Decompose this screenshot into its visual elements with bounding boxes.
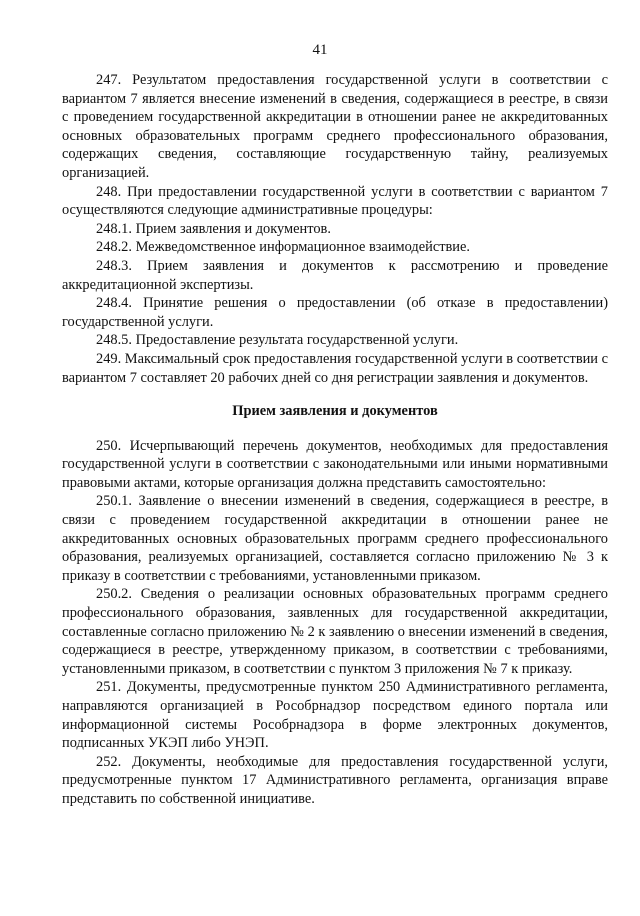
paragraph-248-1: 248.1. Прием заявления и документов. xyxy=(96,220,331,237)
paragraph-248-4: 248.4. Принятие решения о предоставлении (об отказе в предоставлении) государственной услуги. xyxy=(62,295,608,330)
section-heading: Прием заявления и документов xyxy=(232,403,438,420)
paragraph-252: 252. Документы, необходимые для предоставления государственной услуги, предусмотренные пунктом 17 Административного регламента, организация вправе представить по собственной инициативе. xyxy=(62,753,608,807)
page-number: 41 xyxy=(312,42,328,58)
paragraph-248-5: 248.5. Предоставление результата государственной услуги. xyxy=(96,332,459,349)
paragraph-249: 249. Максимальный срок предоставления государственной услуги в соответствии с вариантом 7 составляет 20 рабочих дней со дня регистрации заявления и документов. xyxy=(62,350,608,386)
document-body xyxy=(62,71,608,809)
paragraph-248-2: 248.2. Межведомственное информационное взаимодействие. xyxy=(96,239,470,256)
paragraph-248: 248. При предоставлении государственной услуги в соответствии с вариантом 7 осуществляются следующие административные процедуры: xyxy=(62,183,608,219)
paragraph-250: 250. Исчерпывающий перечень документов, необходимых для предоставления государственной услуги в соответствии с законодательными или иными нормативными правовыми актами, которые организация должна представить самостоятельно: xyxy=(62,437,608,491)
paragraph-251: 251. Документы, предусмотренные пунктом 250 Административного регламента, направляются организацией в Рособрнадзор посредством единого портала или информационной системы Рособрнадзора в форме электронных документов, подписанных УКЭП либо УНЭП. xyxy=(62,679,608,752)
paragraph-247: 247. Результатом предоставления государственной услуги в соответствии с вариантом 7 является внесение изменений в сведения, содержащиеся в реестре, в связи с проведением государственной аккредитации в отношении ранее не аккредитованных основных образовательных программ среднего профессионального образования, содержащих сведения, составляющие государственную тайну, реализуемых организацией. xyxy=(62,72,608,181)
paragraph-248-3: 248.3. Прием заявления и документов к рассмотрению и проведение аккредитационной экспертизы. xyxy=(62,257,608,293)
paragraph-250-1: 250.1. Заявление о внесении изменений в сведения, содержащиеся в реестре, в связи с проведением государственной аккредитации в отношении ранее не аккредитованных основных образовательных программ среднего профессионального образования, реализуемых организацией, составляется согласно приложению № 3 к приказу в соответствии с требованиями, установленными приказом. xyxy=(62,493,608,584)
paragraph-250-2: 250.2. Сведения о реализации основных образовательных программ среднего профессионального образования, заявленных для государственной аккредитации, составленные согласно приложению № 2 к заявлению о внесении изменений в сведения, содержащиеся в реестре, утвержденному приказом, в соответствии с требованиями, установленными приказом, в соответствии с пунктом 3 приложения № 7 к приказу. xyxy=(62,586,608,677)
